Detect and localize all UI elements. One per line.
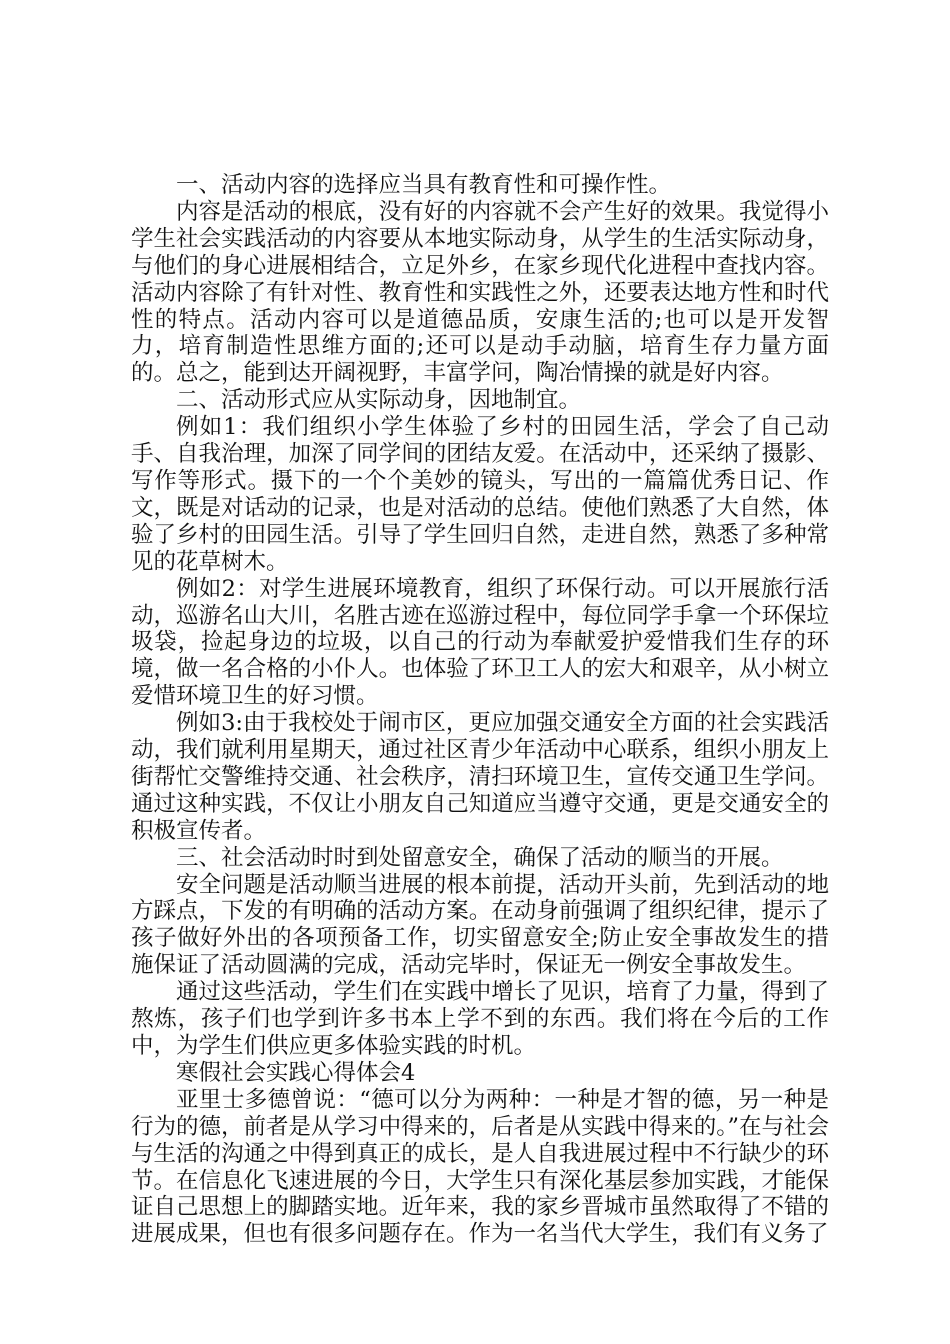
- paragraph: 亚里士多德曾说：“德可以分为两种：一种是才智的德，另一种是行为的德，前者是从学习中得来的，后者是从实践中得来的。”在与社会与生活的沟通之中得到真正的成长，是人自我进展过程中不行缺少的环节。在信息化飞速进展的今日，大学生只有深化基层参加实践，才能保证自己思想上的脚踏实地。近年来，我的家乡晋城市虽然取得了不错的进展成果，但也有很多问题存在。作为一名当代大学生，我们有义务了: [131, 1086, 829, 1248]
- paragraph: 内容是活动的根底，没有好的内容就不会产生好的效果。我觉得小学生社会实践活动的内容要从本地实际动身，从学生的生活实际动身，与他们的身心进展相结合，立足外乡，在家乡现代化进程中查找内容。活动内容除了有针对性、教育性和实践性之外，还要表达地方性和时代性的特点。活动内容可以是道德品质，安康生活的;也可以是开发智力，培育制造性思维方面的;还可以是动手动脑，培育生存力量方面的。总之，能到达开阔视野，丰富学问，陶冶情操的就是好内容。: [131, 198, 829, 387]
- section-heading-3: 三、社会活动时时到处留意安全，确保了活动的顺当的开展。: [176, 844, 784, 871]
- paragraph: 通过这些活动，学生们在实践中增长了见识，培育了力量，得到了熬炼，孩子们也学到许多书本上学不到的东西。我们将在今后的工作中，为学生们供应更多体验实践的时机。: [131, 979, 829, 1059]
- document-body: [131, 172, 829, 1248]
- section-heading-1: 一、活动内容的选择应当具有教育性和可操作性。: [176, 172, 672, 198]
- paragraph: 例如1：我们组织小学生体验了乡村的田园生活，学会了自己动手、自我治理，加深了同学间的团结友爱。在活动中，还采纳了摄影、写作等形式。摄下的一个个美妙的镜头，写出的一篇篇优秀日记、作文，既是对话动的记录，也是对活动的总结。使他们熟悉了大自然，体验了乡村的田园生活。引导了学生回归自然，走进自然，熟悉了多种常见的花草树木。: [131, 414, 829, 575]
- article-title: 寒假社会实践心得体会4: [176, 1059, 416, 1086]
- paragraph: 例如2：对学生进展环境教育，组织了环保行动。可以开展旅行活动，巡游名山大川，名胜古迹在巡游过程中，每位同学手拿一个环保垃圾袋，捡起身边的垃圾，以自己的行动为奉献爱护爱惜我们生存的环境，做一名合格的小仆人。也体验了环卫工人的宏大和艰辛，从小树立爱惜环境卫生的好习惯。: [131, 575, 829, 710]
- paragraph: 安全问题是活动顺当进展的根本前提，活动开头前，先到活动的地方踩点，下发的有明确的活动方案。在动身前强调了组织纪律，提示了孩子做好外出的各项预备工作，切实留意安全;防止安全事故发生的措施保证了活动圆满的完成，活动完毕时，保证无一例安全事故发生。: [131, 871, 829, 979]
- paragraph: 例如3:由于我校处于闹市区，更应加强交通安全方面的社会实践活动，我们就利用星期天，通过社区青少年活动中心联系，组织小朋友上街帮忙交警维持交通、社会秩序，清扫环境卫生，宣传交通卫生学问。通过这种实践，不仅让小朋友自己知道应当遵守交通，更是交通安全的积极宣传者。: [131, 710, 829, 844]
- section-heading-2: 二、活动形式应从实际动身，因地制宜。: [176, 387, 582, 414]
